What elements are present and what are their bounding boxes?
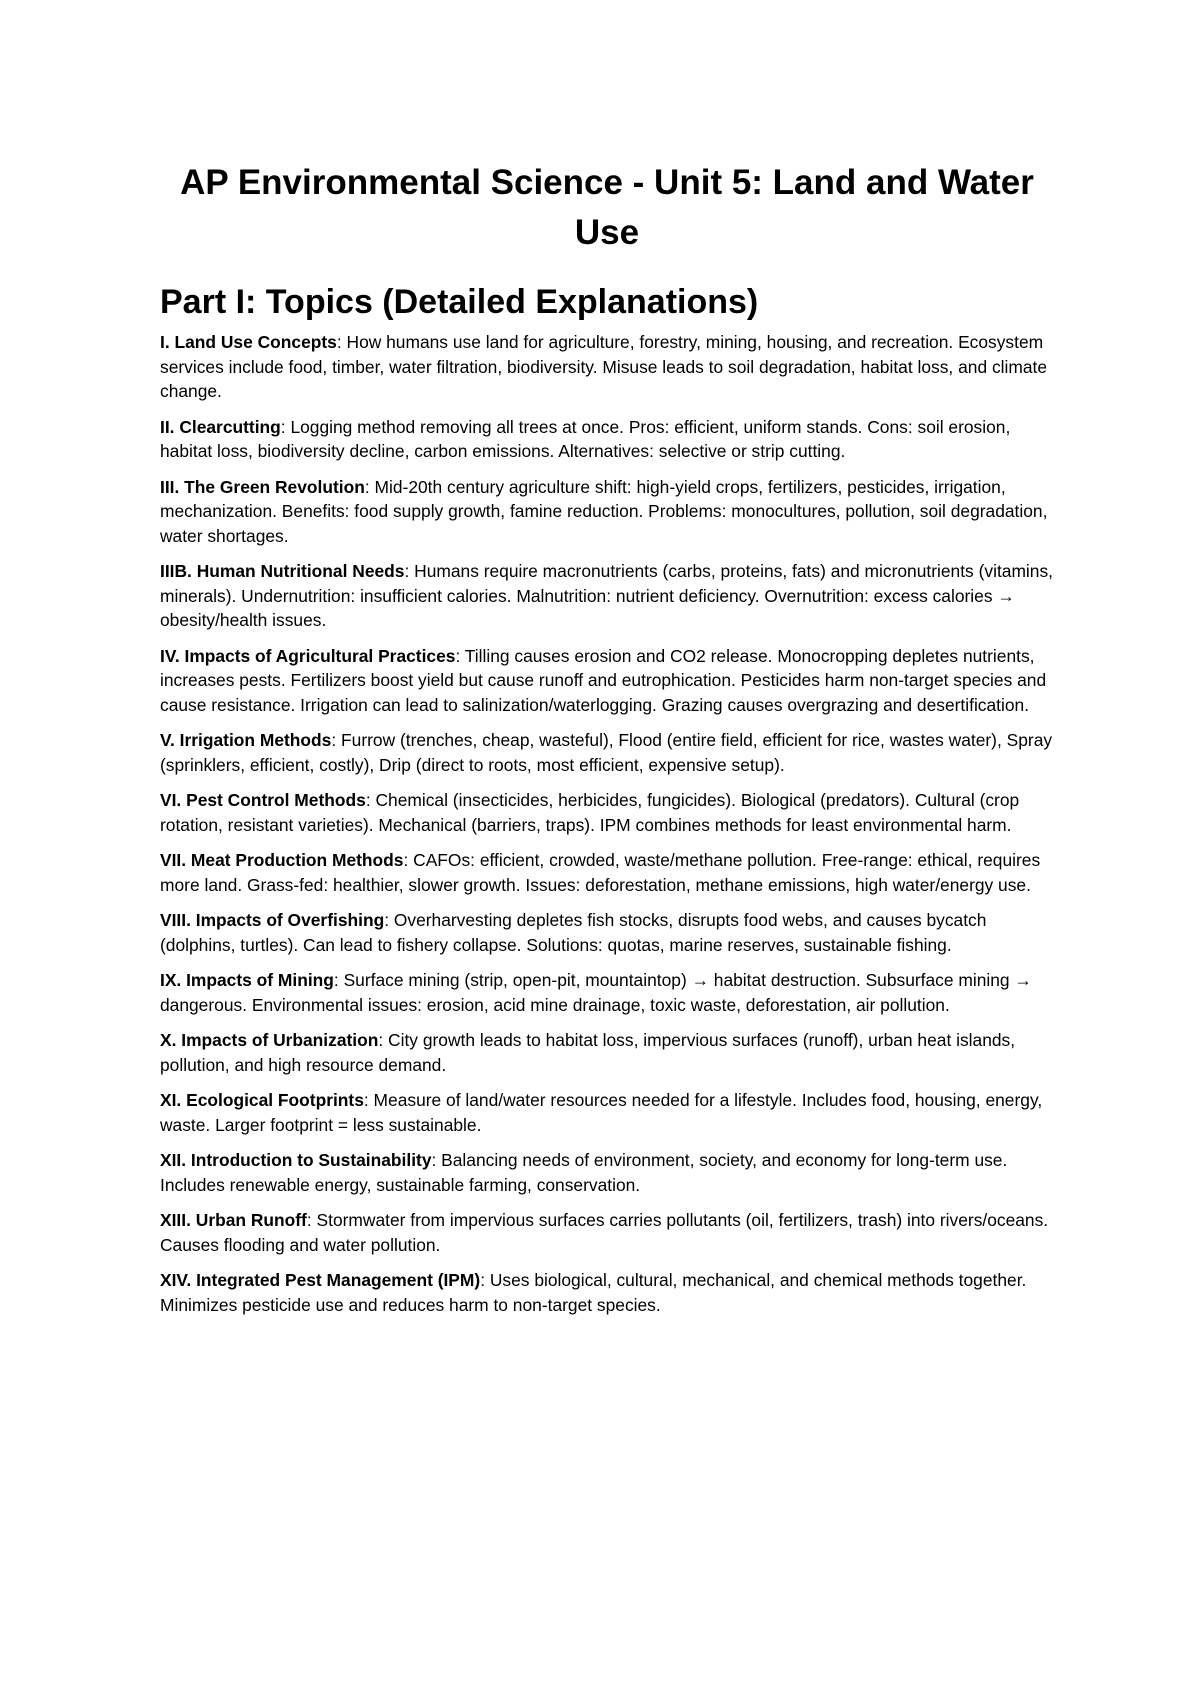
topic-text: : Overharvesting depletes fish stocks, disrupts food webs, and causes bycatch (dolphins, turtles). Can lead to fishery collapse. Solutions: quotas, marine reserves, sustainable fishing. xyxy=(160,910,987,955)
topic-paragraph xyxy=(160,475,1054,549)
topic-paragraph xyxy=(160,1028,1054,1077)
topic-text: : Tilling causes erosion and CO2 release. Monocropping depletes nutrients, increases pests. Fertilizers boost yield but cause runoff and eutrophication. Pesticides harm non-target species and cause resistance. Irrigation can lead to salinization/waterlogging. Grazing causes overgrazing and desertification. xyxy=(160,645,1047,715)
topic-term: VIII. Impacts of Overfishing xyxy=(160,910,385,930)
topic-text: : Stormwater from impervious surfaces carries pollutants (oil, fertilizers, trash) into rivers/oceans. Causes flooding and water pollution. xyxy=(160,1210,1049,1255)
topic-paragraph xyxy=(160,559,1054,633)
topic-paragraph xyxy=(160,415,1054,464)
topic-text: : How humans use land for agriculture, forestry, mining, housing, and recreation. Ecosystem services include food, timber, water filtration, biodiversity. Misuse leads to soil degradation, habitat loss, and climate change. xyxy=(160,332,1048,401)
topic-term: XI. Ecological Footprints xyxy=(160,1090,364,1110)
section-heading: Part I: Topics (Detailed Explanations) xyxy=(160,283,759,321)
topic-text: : CAFOs: efficient, crowded, waste/methane pollution. Free-range: ethical, requires more land. Grass-fed: healthier, slower growth. Issues: deforestation, methane emissions, high water/energy use. xyxy=(160,850,1041,895)
topic-text: : Measure of land/water resources needed for a lifestyle. Includes food, housing, energy, waste. Larger footprint = less sustainable. xyxy=(160,1090,1043,1135)
topic-text: : Humans require macronutrients (carbs, proteins, fats) and micronutrients (vitamins, minerals). Undernutrition: insufficient calories. Malnutrition: nutrient deficiency. Overnutrition: excess calories → obesity/health issues. xyxy=(160,561,1053,630)
topic-text: : Balancing needs of environment, society, and economy for long-term use. Includes renewable energy, sustainable farming, conservation. xyxy=(160,1150,1008,1195)
topic-text: : City growth leads to habitat loss, impervious surfaces (runoff), urban heat islands, pollution, and high resource demand. xyxy=(160,1030,1016,1075)
topic-text: : Mid-20th century agriculture shift: high-yield crops, fertilizers, pesticides, irrigation, mechanization. Benefits: food supply growth, famine reduction. Problems: monocultures, pollution, soil degradation, water shortages. xyxy=(160,476,1048,546)
topic-term: XIV. Integrated Pest Management (IPM) xyxy=(160,1270,481,1290)
topic-term: II. Clearcutting xyxy=(160,416,281,437)
topic-paragraph xyxy=(160,728,1054,777)
topic-text: : Logging method removing all trees at once. Pros: efficient, uniform stands. Cons: soil erosion, habitat loss, biodiversity decline, carbon emissions. Alternatives: selective or strip cutting. xyxy=(160,416,1011,461)
topic-term: IIIB. Human Nutritional Needs xyxy=(160,561,405,581)
topic-text: : Furrow (trenches, cheap, wasteful), Flood (entire field, efficient for rice, wastes water), Spray (sprinklers, efficient, costly), Drip (direct to roots, most efficient, expensive setup). xyxy=(160,730,1053,775)
topic-term: V. Irrigation Methods xyxy=(160,730,332,750)
topic-paragraph xyxy=(160,1088,1054,1137)
topic-term: I. Land Use Concepts xyxy=(160,332,337,352)
topic-paragraph xyxy=(160,788,1054,837)
topic-term: IV. Impacts of Agricultural Practices xyxy=(160,645,456,666)
document-page xyxy=(160,158,1054,1328)
topic-term: X. Impacts of Urbanization xyxy=(160,1030,379,1050)
topic-paragraph xyxy=(160,1208,1054,1257)
topic-term: IX. Impacts of Mining xyxy=(160,970,334,990)
topic-term: XIII. Urban Runoff xyxy=(160,1210,307,1230)
topic-term: III. The Green Revolution xyxy=(160,476,365,497)
topic-paragraph xyxy=(160,848,1054,897)
topic-list xyxy=(160,330,1054,1317)
topic-paragraph xyxy=(160,1148,1054,1197)
topic-text: : Chemical (insecticides, herbicides, fungicides). Biological (predators). Cultural (crop rotation, resistant varieties). Mechanical (barriers, traps). IPM combines methods for least environmental harm. xyxy=(160,790,1020,835)
topic-term: XII. Introduction to Sustainability xyxy=(160,1150,432,1170)
topic-paragraph xyxy=(160,330,1054,404)
topic-paragraph xyxy=(160,1268,1054,1317)
topic-term: VII. Meat Production Methods xyxy=(160,850,404,870)
topic-paragraph xyxy=(160,968,1054,1017)
topic-paragraph xyxy=(160,908,1054,957)
topic-text: : Surface mining (strip, open-pit, mountaintop) → habitat destruction. Subsurface mining → dangerous. Environmental issues: erosion, acid mine drainage, toxic waste, deforestation, air pollution. xyxy=(160,970,1032,1015)
topic-text: : Uses biological, cultural, mechanical, and chemical methods together. Minimizes pesticide use and reduces harm to non-target species. xyxy=(160,1270,1027,1315)
document-title: AP Environmental Science - Unit 5: Land and Water Use xyxy=(180,163,1034,252)
topic-term: VI. Pest Control Methods xyxy=(160,790,366,810)
topic-paragraph xyxy=(160,644,1054,718)
